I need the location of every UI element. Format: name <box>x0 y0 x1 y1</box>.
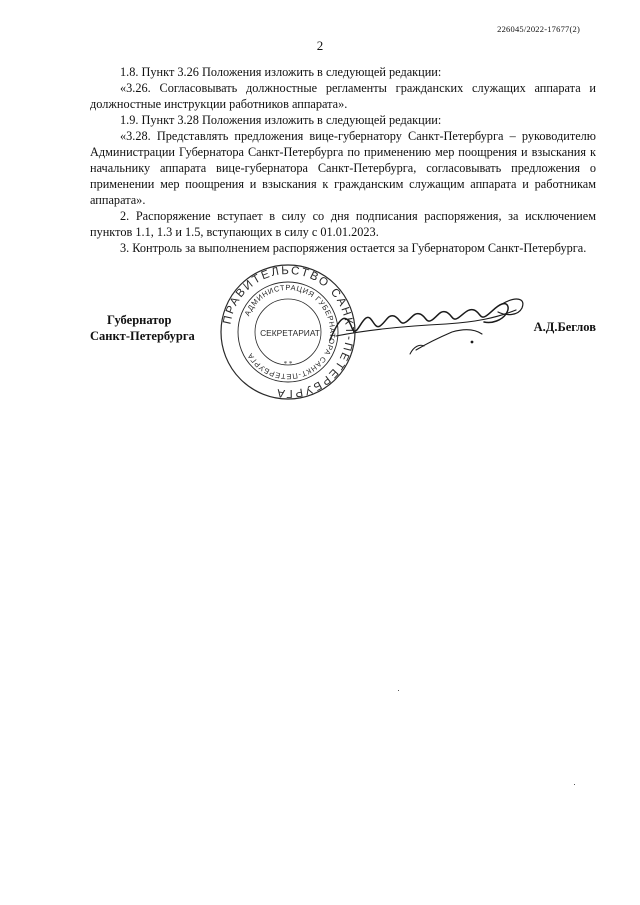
paragraph-2: 2. Распоряжение вступает в силу со дня подписания распоряжения, за исключением пунктов 1.1, 1.3 и 1.5, вступающих в силу с 01.01.2023. <box>90 209 596 239</box>
stamp-center-text: СЕКРЕТАРИАТ <box>260 328 320 338</box>
signatory-title <box>90 312 195 344</box>
handwritten-signature <box>326 286 536 358</box>
document-body <box>90 64 596 256</box>
signatory-title-line2: Санкт-Петербурга <box>90 329 195 343</box>
paragraph-3-28-text: «3.28. Представлять предложения вице-губернатору Санкт-Петербурга – руководителю Администрации Губернатора Санкт-Петербурга по применению мер поощрения и взыскания к начальнику аппарата вице-губернатора Санкт-Петербурга, согласовывать предложения о применении мер поощрения и взыскания к гражданским служащим аппарата и работникам аппарата». <box>90 129 596 207</box>
signatory-title-line1: Губернатор <box>107 313 172 327</box>
stamp-inner-text: АДМИНИСТРАЦИЯ ГУБЕРНАТОРА САНКТ-ПЕТЕРБУРГА <box>242 282 338 382</box>
stamp-star-icon: * * <box>283 360 293 368</box>
stamp-outer-text: ПРАВИТЕЛЬСТВО САНКТ-ПЕТЕРБУРГА <box>221 264 356 400</box>
page-number: 2 <box>316 38 324 53</box>
paragraph-1-9: 1.9. Пункт 3.28 Положения изложить в следующей редакции: <box>120 113 442 127</box>
signatory-name: А.Д.Беглов <box>533 320 596 334</box>
paragraph-1-8: 1.8. Пункт 3.26 Положения изложить в следующей редакции: <box>120 65 442 79</box>
paragraph-3-26-text: «3.26. Согласовывать должностные регламенты гражданских служащих аппарата и должностные инструкции работников аппарата». <box>90 81 596 111</box>
paragraph-3: 3. Контроль за выполнением распоряжения остается за Губернатором Санкт-Петербурга. <box>120 241 587 255</box>
document-registration-number: 226045/2022-17677(2) <box>497 24 580 34</box>
